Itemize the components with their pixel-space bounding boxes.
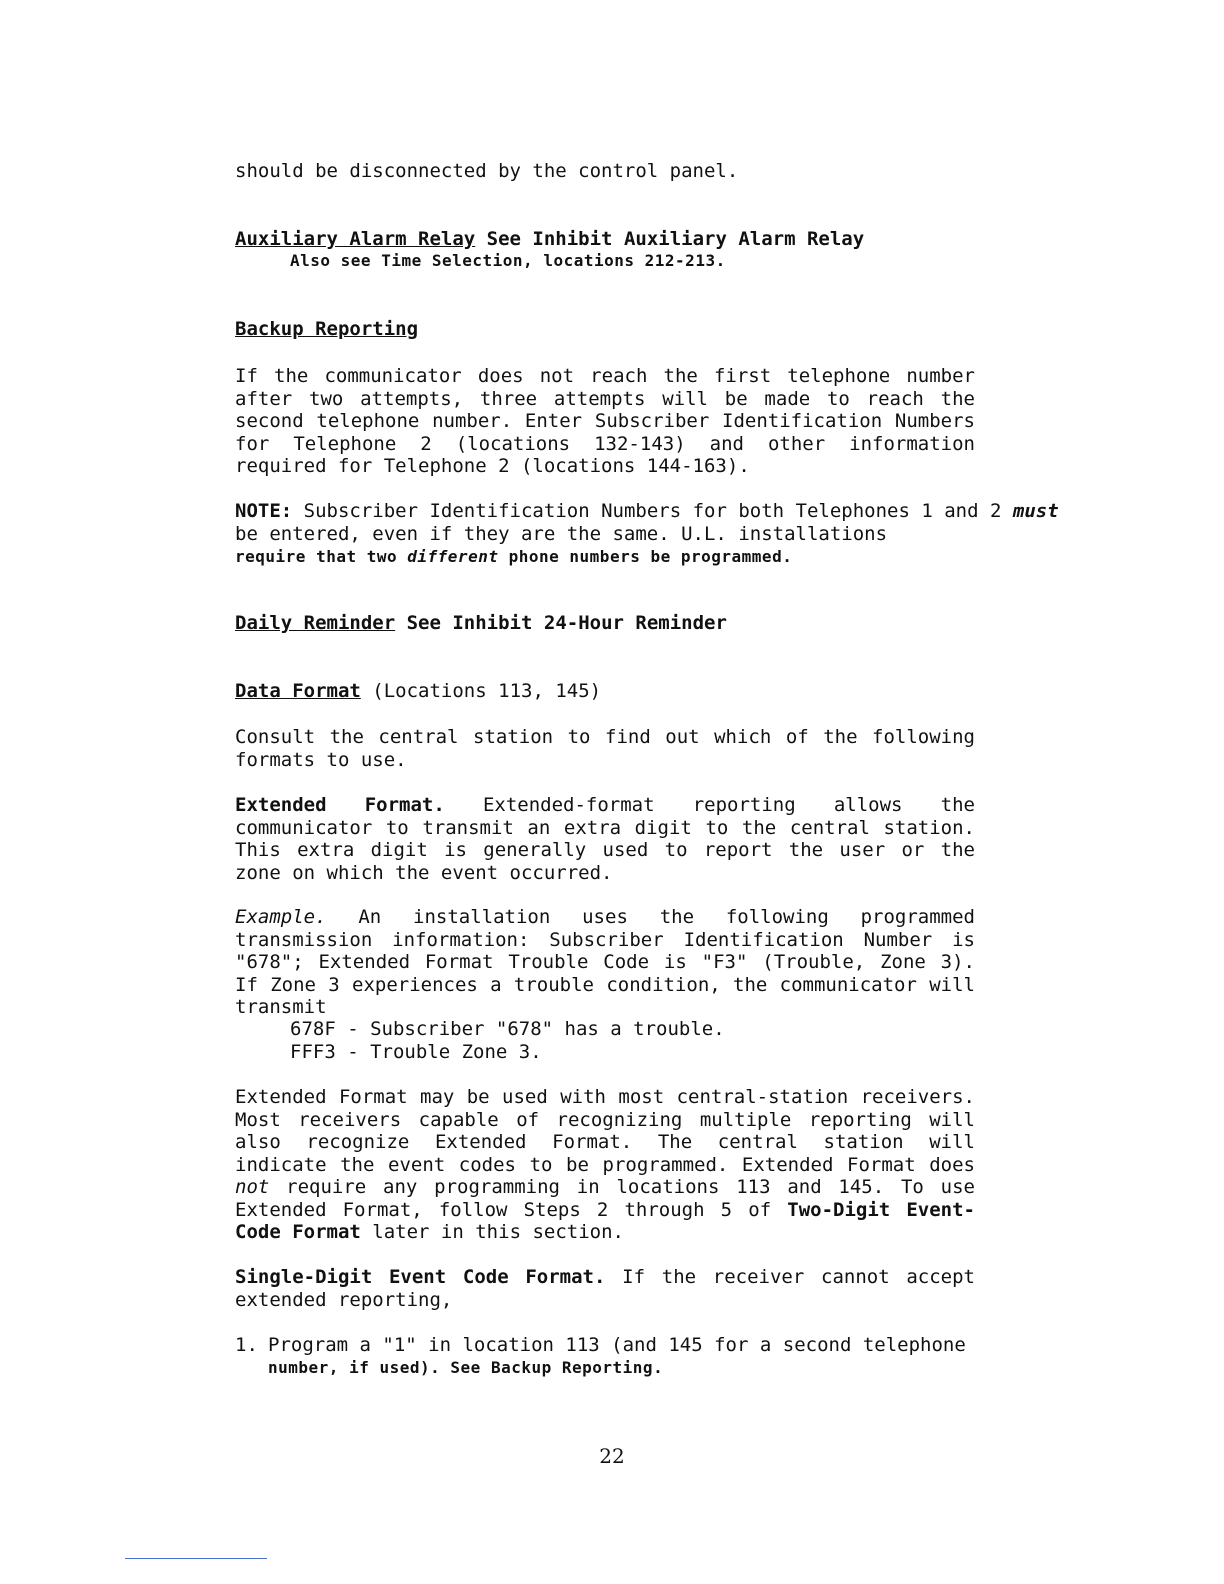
extended-usage-paragraph	[235, 1086, 975, 1244]
note-text-d: phone numbers be programmed.	[508, 547, 793, 566]
step-1-line-2	[268, 1357, 975, 1380]
single-digit-body: If the receiver cannot accept extended reporting,	[235, 1266, 975, 1311]
single-digit-paragraph	[235, 1266, 975, 1311]
code-line-2: FFF3 - Trouble Zone 3.	[290, 1041, 542, 1063]
example-body: An installation uses the following programmed transmission information: Subscriber Identification Number is "678"; Extended Format Trouble Code is "F3" (Trouble, Zone 3). If Zone 3 experiences a trouble condition, the communicator will transmit	[235, 906, 975, 1018]
backup-reporting-heading: Backup Reporting	[235, 318, 419, 340]
usage-reference: Two-Digit Event-Code Format	[235, 1198, 975, 1243]
step-1-line-1: Program a "1" in location 113 (and 145 for a second telephone	[268, 1334, 966, 1356]
aux-relay-heading: Auxiliary Alarm Relay	[235, 228, 476, 250]
note-text-b: be entered, even if they are the same. U.L. installations	[235, 523, 888, 545]
code-line-1: 678F - Subscriber "678" has a trouble.	[290, 1018, 725, 1040]
backup-note-line-3	[235, 546, 975, 569]
daily-reminder-see: See Inhibit 24-Hour Reminder	[406, 612, 727, 634]
extended-format-label: Extended Format.	[235, 794, 445, 816]
usage-not: not	[235, 1176, 270, 1198]
note-must: must	[1012, 500, 1059, 522]
page-number: 22	[599, 1444, 625, 1468]
continued-text: should be disconnected by the control panel.	[235, 160, 739, 182]
step-1-reference: Backup Reporting.	[490, 1358, 664, 1377]
aux-relay-entry	[235, 228, 975, 251]
usage-text-c: later in this section.	[372, 1221, 624, 1243]
note-label: NOTE:	[235, 500, 293, 522]
data-format-intro: Consult the central station to find out which of the following formats to use.	[235, 726, 975, 771]
step-1-number: 1.	[235, 1334, 258, 1356]
step-1-text: number, if used). See	[268, 1358, 481, 1377]
footer-rule	[125, 1558, 267, 1559]
data-format-entry	[235, 680, 975, 703]
aux-relay-also: Also see Time Selection, locations 212-213.	[290, 251, 726, 270]
note-text-a: Subscriber Identification Numbers for both Telephones 1 and 2	[303, 500, 1002, 522]
backup-note-line-2	[235, 523, 975, 546]
backup-reporting-body: If the communicator does not reach the first telephone number after two attempts, three attempts will be made to reach the second telephone number. Enter Subscriber Identification Numbers for Telephone 2 (locations 132-143) and other information required for Telephone 2 (locations 144-163).	[235, 365, 975, 477]
data-format-heading: Data Format	[235, 680, 361, 702]
usage-text-a: Extended Format may be used with most central-station receivers. Most receivers capable of recognizing multiple reporting will also recognize Extended Format. The central station will indicate the event codes to be programmed. Extended Format does	[235, 1086, 975, 1176]
usage-text-b: require any programming in locations 113 and 145. To use Extended Format, follow Steps 2 through 5 of	[235, 1176, 975, 1221]
daily-reminder-heading: Daily Reminder	[235, 612, 396, 634]
note-different: different	[407, 547, 499, 566]
single-digit-label: Single-Digit Event Code Format.	[235, 1266, 606, 1288]
data-format-locations: (Locations 113, 145)	[372, 680, 602, 702]
backup-note-line-1	[235, 500, 1059, 523]
extended-format-body: Extended-format reporting allows the communicator to transmit an extra digit to the central station. This extra digit is generally used to report the user or the zone on which the event occurred.	[235, 794, 975, 884]
extended-format-paragraph	[235, 794, 975, 884]
daily-reminder-entry	[235, 612, 975, 635]
aux-relay-see: See Inhibit Auxiliary Alarm Relay	[486, 228, 865, 250]
note-text-c: require that two	[235, 547, 398, 566]
example-paragraph	[235, 906, 975, 1019]
example-label: Example.	[235, 906, 327, 928]
